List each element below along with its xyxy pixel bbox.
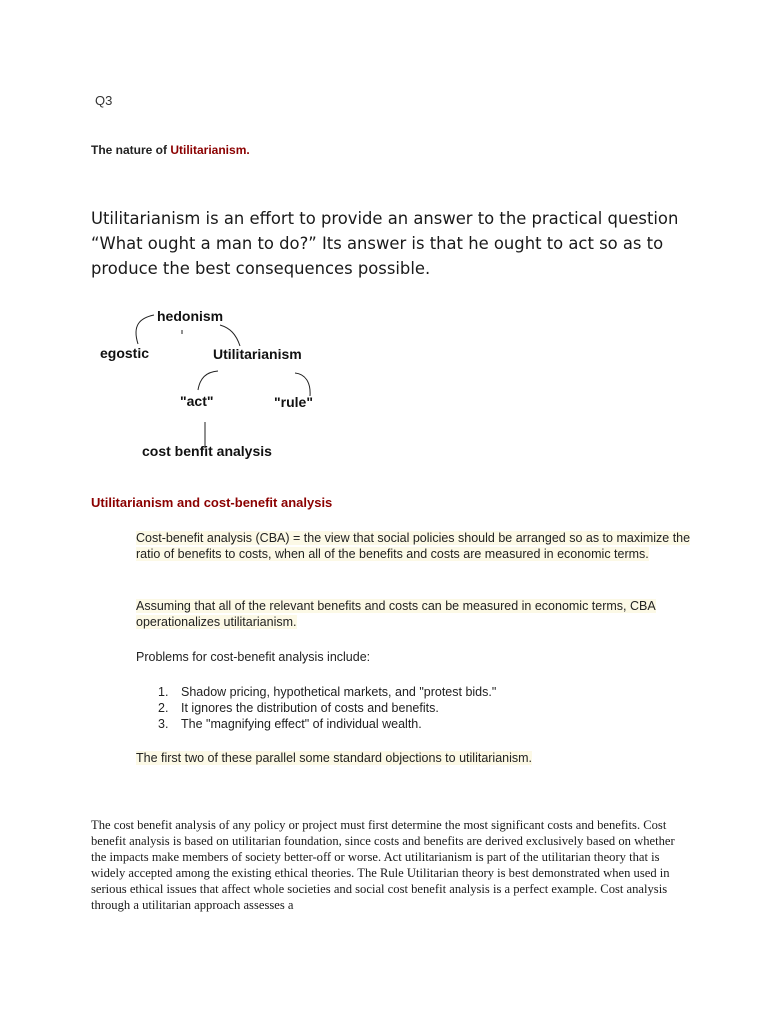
node-rule: "rule" (274, 394, 313, 410)
utilitarianism-diagram (0, 300, 768, 470)
node-cost-benefit: cost benfit analysis (142, 443, 272, 459)
node-utilitarianism: Utilitarianism (213, 346, 302, 362)
problems-list (136, 684, 496, 732)
cba-definition (136, 530, 696, 562)
list-item: 2. It ignores the distribution of costs and benefits. (158, 701, 439, 715)
cba-assumption-text: Assuming that all of the relevant benefits and costs can be measured in economic terms, CBA operationalizes utilitarianism. (136, 599, 656, 629)
cba-assumption (136, 598, 696, 630)
problems-intro: Problems for cost-benefit analysis include: (136, 650, 371, 664)
node-egoistic: egostic (100, 345, 150, 361)
node-hedonism: hedonism (157, 308, 224, 324)
connector-utilitarianism-rule (295, 373, 310, 396)
intro-paragraph: Utilitarianism is an effort to provide an answer to the practical question “What ought a man to do?” Its answer is that he ought to act so as to produce the best consequences possible. (91, 209, 679, 278)
node-act: "act" (180, 393, 214, 409)
title-accent: Utilitarianism. (170, 143, 250, 157)
question-label: Q3 (95, 93, 113, 108)
connector-utilitarianism-act (198, 371, 218, 390)
list-item: 3. The "magnifying effect" of individual wealth. (158, 717, 422, 731)
first-two-text: The first two of these parallel some standard objections to utilitarianism. (136, 751, 533, 765)
list-item: 1. Shadow pricing, hypothetical markets, and "protest bids." (158, 685, 497, 699)
title-prefix: The nature of (91, 143, 171, 157)
section-title: Utilitarianism and cost-benefit analysis (91, 495, 333, 510)
connector-hedonism-utilitarianism (220, 325, 240, 346)
first-two-note (136, 750, 696, 766)
essay-paragraph: The cost benefit analysis of any policy or project must first determine the most significant costs and benefits. Cost benefit analysis is based on utilitarian foundation, since costs and benefits are derived exclusively based on whether the impacts make members of society better-off or worse. Act utilitarianism is part of the utilitarian theory that is widely accepted among the existing ethical theories. The Rule Utilitarian theory is best demonstrated when used in serious ethical issues that affect whole societies and social cost benefit analysis is a perfect example. Cost analysis through a utilitarian approach assesses a (91, 818, 675, 912)
cba-definition-text: Cost-benefit analysis (CBA) = the view that social policies should be arranged so as to maximize the ratio of benefits to costs, when all of the benefits and costs are measured in economic terms. (136, 531, 691, 561)
page-title (91, 143, 250, 157)
connector-hedonism-egoistic (136, 315, 154, 344)
